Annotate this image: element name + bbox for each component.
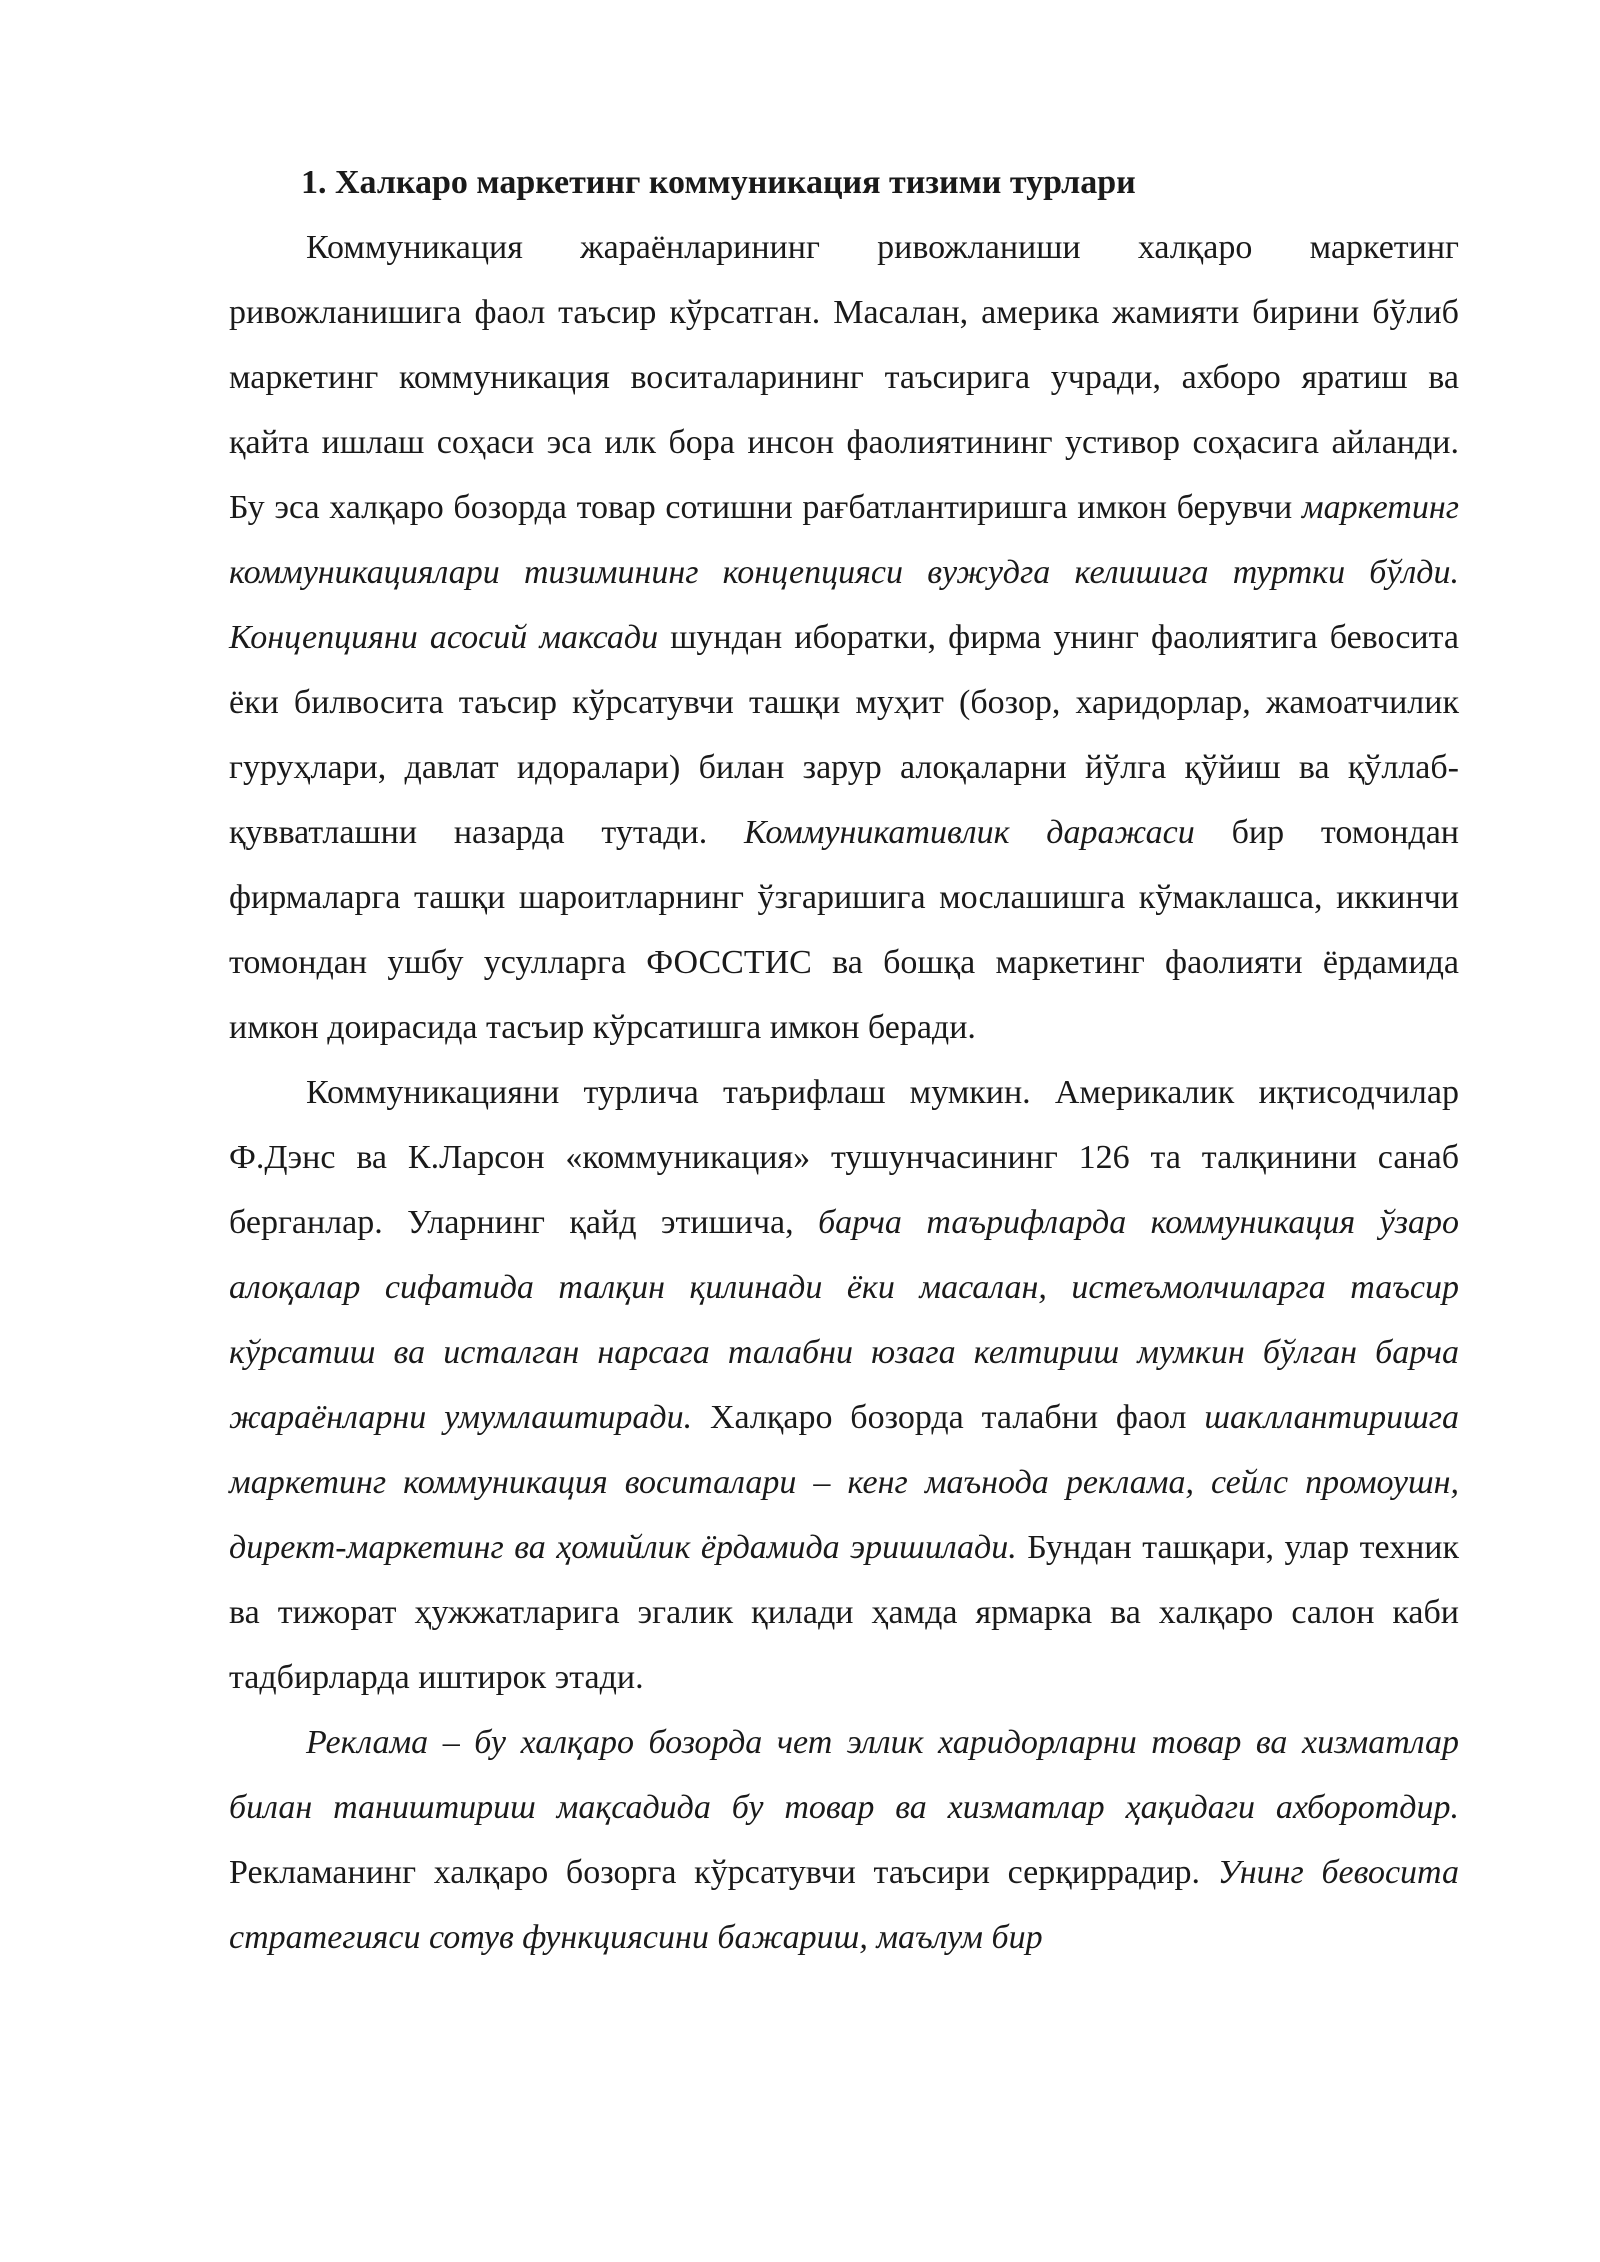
document-page	[229, 150, 1459, 1970]
italic-segment: шакллантиришга маркетинг коммуникация воситалари – кенг маънода реклама, сейлс промоушн, директ-маркетинг ва ҳомийлик ёрдамида эришилади.	[229, 1399, 1459, 1566]
text-segment: Коммуникацияни турлича таърифлаш мумкин. Америкалик иқтисодчилар Ф.Дэнс ва К.Ларсон «коммуникация» тушунчасининг 126 та талқинини санаб берганлар. Уларнинг қайд этишича,	[229, 1074, 1459, 1241]
italic-segment: барча таърифларда коммуникация ўзаро алоқалар сифатида талқин қилинади ёки масалан, истеъмолчиларга таъсир кўрсатиш ва исталган нарсага талабни юзага келтириш мумкин бўлган барча жараёнларни умумлаштиради.	[229, 1204, 1459, 1436]
text-segment: Бундан ташқари, улар техник ва тижорат ҳужжатларига эгалик қилади ҳамда ярмарка ва халқаро салон каби тадбирларда иштирок этади.	[229, 1529, 1460, 1696]
paragraph-2	[229, 1060, 1459, 1710]
italic-segment: маркетинг коммуникациялари тизимининг концепцияси вужудга келишига туртки бўлди. Концепцияни асосий максади	[229, 489, 1459, 656]
italic-segment: Коммуникативлик даражаси	[744, 814, 1195, 851]
paragraph-1	[229, 215, 1459, 1060]
text-segment: Халқаро бозорда талабни фаол	[692, 1399, 1205, 1436]
italic-segment: Унинг бевосита стратегияси сотув функциясини бажариш, маълум бир	[229, 1854, 1460, 1956]
section-heading: 1. Халкаро маркетинг коммуникация тизими турлари	[301, 164, 1136, 201]
text-segment: Рекламанинг халқаро бозорга кўрсатувчи таъсири серқиррадир.	[229, 1854, 1218, 1891]
italic-segment: Реклама – бу халқаро бозорда чет эллик харидорларни товар ва хизматлар билан таништириш мақсадида бу товар ва хизматлар ҳақидаги ахборотдир.	[229, 1724, 1459, 1826]
paragraph-3	[229, 1710, 1459, 1970]
text-segment: бир томондан фирмаларга ташқи шароитларнинг ўзгаришига мослашишга кўмаклашса, иккинчи томондан ушбу усулларга ФОССТИС ва бошқа маркетинг фаолияти ёрдамида имкон доирасида тасъир кўрсатишга имкон беради.	[229, 814, 1459, 1046]
text-segment: шундан иборатки, фирма унинг фаолиятига бевосита ёки билвосита таъсир кўрсатувчи ташқи муҳит (бозор, харидорлар, жамоатчилик гуруҳлари, давлат идоралари) билан зарур алоқаларни йўлга қўйиш ва қўллаб-қувватлашни назарда тутади.	[229, 619, 1459, 851]
text-segment: Коммуникация жараёнларининг ривожланиши халқаро маркетинг ривожланишига фаол таъсир кўрсатган. Масалан, америка жамияти бирини бўлиб маркетинг коммуникация воситаларининг таъсирига учради, ахборо яратиш ва қайта ишлаш соҳаси эса илк бора инсон фаолиятининг устивор соҳасига айланди. Бу эса халқаро бозорда товар сотишни рағбатлантиришга имкон берувчи	[229, 229, 1459, 526]
